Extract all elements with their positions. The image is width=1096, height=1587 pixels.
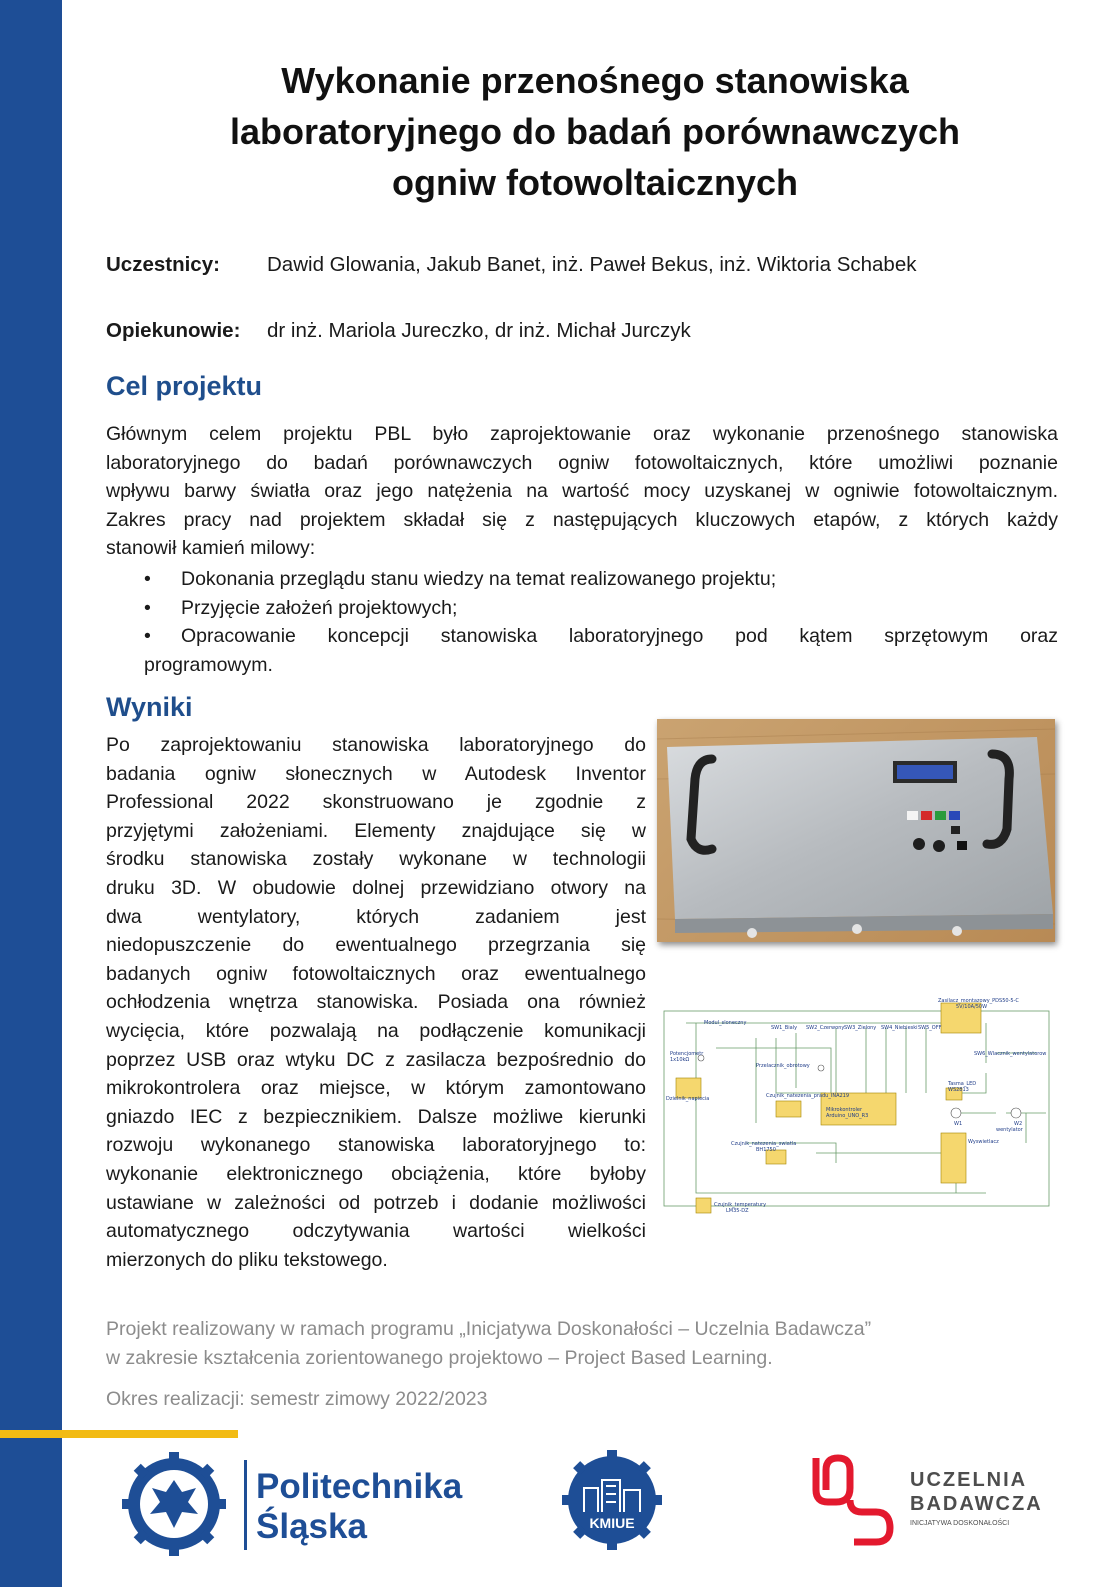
bullet-continuation: programowym. (144, 653, 273, 676)
results-line: automatycznego odczytywania wartości wielkości (106, 1220, 646, 1243)
schematic-label: SW4_Niebieski (881, 1025, 918, 1031)
politechnika-emblem (122, 1452, 482, 1557)
uczelnia-badawcza-emblem (806, 1450, 1046, 1550)
schematic-label: Czujnik_natezenia_swiatla (731, 1141, 797, 1147)
bullet-text: Przyjęcie założeń projektowych; (181, 596, 458, 619)
schematic-label: Czujnik_temperatury (714, 1202, 767, 1208)
goal-paragraph (106, 420, 1058, 563)
schematic-label: wentylator (996, 1127, 1023, 1133)
bullet-text: Dokonania przeglądu stanu wiedzy na temat realizowanego projektu; (181, 568, 777, 590)
schematic-label: 1x10kΩ (670, 1057, 690, 1063)
bullet-text: Opracowanie koncepcji stanowiska laboratoryjnego pod kątem sprzętowym oraz (181, 625, 1058, 648)
schematic-label: W2 (1014, 1121, 1023, 1127)
schematic-label: Zasilacz_montazowy_PDS50-5-C (938, 998, 1019, 1004)
milestones-list (106, 565, 1058, 679)
logo-text-line1: Politechnika (256, 1467, 463, 1506)
results-line: Professional 2022 skonstruowano je zgodnie z (106, 791, 646, 814)
schematic-label: SW2_Czerwony (806, 1025, 845, 1031)
station-photo-drawing (657, 719, 1055, 942)
program-note-line: Projekt realizowany w ramach programu „Inicjatywa Doskonałości – Uczelnia Badawcza” (106, 1318, 872, 1340)
logo-text-line2: Śląska (256, 1507, 367, 1546)
results-heading: Wyniki (106, 692, 193, 722)
title-line: laboratoryjnego do badań porównawczych (229, 111, 961, 152)
results-line: niedopuszczenie do ewentualnego przegrzania się (106, 934, 646, 957)
results-line: rozwoju wykonanego stanowiska laboratoryjnego to: (106, 1134, 646, 1157)
supervisors-value: dr inż. Mariola Jureczko, dr inż. Michał Jurczyk (267, 319, 691, 342)
results-line: Po zaprojektowaniu stanowiska laboratoryjnego do (106, 734, 646, 756)
bullet-dot: • (144, 596, 151, 619)
schematic-label: WS2813 (948, 1087, 969, 1093)
results-line: dwa wentylatory, których zadaniem jest (106, 905, 646, 928)
results-line: gniazdo IEC z bezpiecznikiem. Dalsze możliwe kierunki (106, 1105, 646, 1128)
supervisors-label: Opiekunowie: (106, 319, 241, 342)
left-accent-bar (0, 0, 62, 1587)
uczelnia-badawcza-logo (806, 1450, 1046, 1550)
schematic-label: LM35-DZ (726, 1208, 749, 1214)
schematic-label: SW6_Wlacznik_wentylatorow (974, 1051, 1047, 1057)
schematic-label: 5V/10A/50W (956, 1004, 988, 1010)
results-line: mierzonych do pliku tekstowego. (106, 1248, 388, 1271)
results-line: ochłodzenia wnętrza stanowiska. Posiada ona również (106, 991, 646, 1014)
title-line: ogniw fotowoltaicznych (392, 162, 798, 203)
results-line: środku stanowiska zostały wykonane w technologii (106, 848, 646, 871)
results-line: ustawiane w zależności od potrzeb i dodanie możliwości (106, 1191, 646, 1214)
kmiue-emblem (562, 1450, 662, 1550)
goal-line: stanowił kamień milowy: (106, 537, 316, 560)
realization-period: Okres realizacji: semestr zimowy 2022/2023 (106, 1388, 488, 1410)
results-paragraph (106, 731, 646, 1274)
goal-line: wpływu barwy światła oraz jego natężenia na wartość mocy uzyskanej w ogniwie fotowoltaicznym. (106, 480, 1058, 503)
goal-heading: Cel projektu (106, 371, 263, 401)
program-note-line: w zakresie kształcenia zorientowanego projektowo – Project Based Learning. (106, 1347, 773, 1369)
list-item (106, 622, 1058, 679)
bullet-dot: • (144, 568, 151, 590)
schematic-label: Modul_sloneczny (704, 1020, 747, 1026)
schematic-label: BH1750 (756, 1147, 776, 1153)
kmiue-logo (562, 1450, 662, 1550)
poster-title (160, 55, 1030, 208)
schematic-label: SW3_Zielony (844, 1025, 877, 1031)
ub-text-line2: BADAWCZA (910, 1493, 1043, 1515)
politechnika-slaska-logo (122, 1452, 482, 1557)
list-item (106, 565, 1058, 594)
results-line: wycięcia, które pozwalają na podłączenie komunikacji (106, 1019, 646, 1042)
goal-line: Zakres pracy nad projektem składał się z następujących kluczowych etapów, z których każdy (106, 508, 1058, 531)
schematic-label: Tasma_LED (948, 1081, 977, 1087)
schematic-label: Dzielnik_napiecia (666, 1096, 710, 1102)
results-line: przyjętymi założeniami. Elementy znajdujące się w (106, 819, 646, 842)
title-line: Wykonanie przenośnego stanowiska (281, 60, 909, 101)
list-item (106, 594, 1058, 623)
kmiue-text: KMIUE (589, 1515, 635, 1531)
schematic-label: Przelacznik_obrotowy (756, 1063, 810, 1069)
circuit-schematic (656, 993, 1056, 1218)
schematic-drawing (656, 993, 1056, 1218)
station-photo (657, 719, 1055, 942)
results-line: poprzez USB oraz wtyku DC z zasilacza bezpośrednio do (106, 1048, 646, 1071)
schematic-label: Czujnik_natezenia_pradu_INA219 (766, 1093, 850, 1099)
participants-label: Uczestnicy: (106, 253, 220, 276)
ub-text-line3: INICJATYWA DOSKONAŁOŚCI (910, 1520, 1010, 1527)
results-line: wykonanie elektronicznego obciążenia, które byłoby (106, 1162, 646, 1185)
gold-accent-line (0, 1430, 238, 1438)
results-line: druku 3D. W obudowie dolnej przewidziano otwory na (106, 876, 646, 899)
schematic-label: W1 (954, 1121, 963, 1127)
goal-line: Głównym celem projektu PBL było zaprojektowanie oraz wykonanie przenośnego stanowiska (106, 423, 1058, 445)
bullet-dot: • (144, 625, 151, 648)
ub-text-line1: UCZELNIA (910, 1469, 1028, 1491)
schematic-label: Mikrokontroler (826, 1107, 863, 1113)
schematic-label: Potencjometr (670, 1051, 704, 1057)
goal-line: laboratoryjnego do badań porównawczych ogniw fotowoltaicznych, które umożliwi poznanie (106, 451, 1058, 474)
schematic-label: Arduino_UNO_R3 (826, 1113, 869, 1119)
results-line: badanych ogniw fotowoltaicznych oraz ewentualnego (106, 962, 646, 985)
results-line: badania ogniw słonecznych w Autodesk Inventor (106, 762, 646, 785)
participants-value: Dawid Glowania, Jakub Banet, inż. Paweł Bekus, inż. Wiktoria Schabek (267, 253, 917, 276)
schematic-label: SW5_OFF (918, 1025, 942, 1031)
results-line: mikrokontrolera oraz miejsce, w którym zamontowano (106, 1077, 646, 1100)
schematic-label: SW1_Bialy (771, 1025, 798, 1031)
schematic-label: Wyswietlacz (968, 1139, 999, 1145)
